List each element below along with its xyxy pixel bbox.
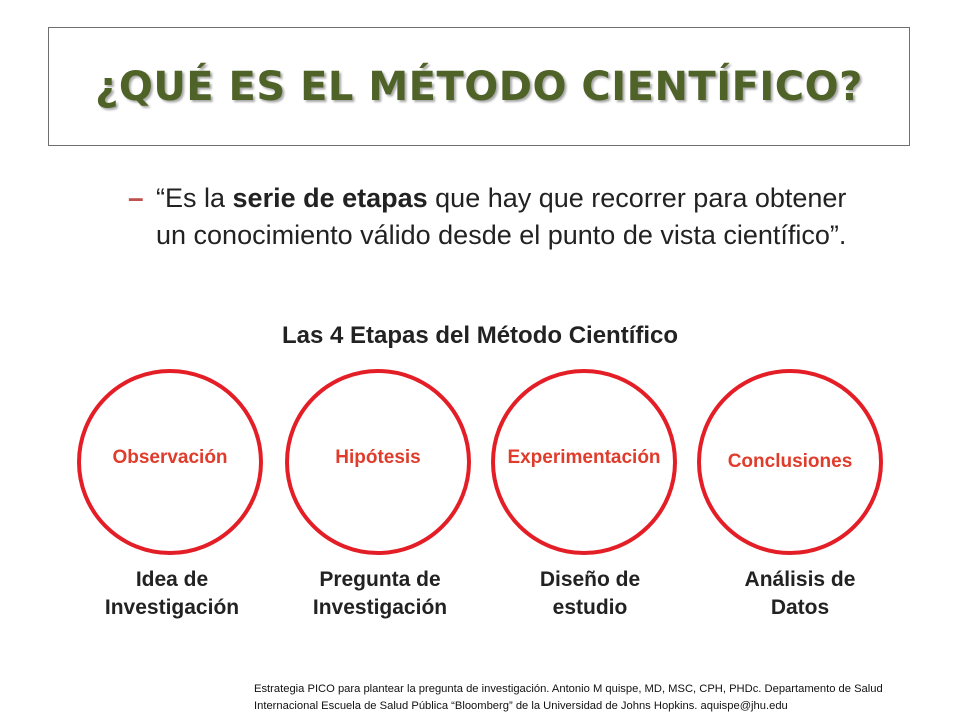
- stage-circle-conclusiones: [697, 369, 883, 555]
- stage-name-hipotesis: Hipótesis: [335, 447, 421, 468]
- stage-desc-experimentacion: Diseño de estudio: [539, 568, 641, 619]
- stage-name-conclusiones: Conclusiones: [727, 451, 853, 472]
- diagram-title: Las 4 Etapas del Método Científico: [281, 322, 679, 349]
- definition-bold: serie de etapas: [232, 183, 428, 213]
- definition-text: [156, 180, 856, 254]
- definition-part2: que hay que recorrer para obtener un conocimiento válido desde el punto de vista científico”.: [156, 183, 847, 250]
- stage-circle-observacion: [77, 369, 263, 555]
- stage-desc-hipotesis: Pregunta de Investigación: [312, 568, 448, 619]
- footer-citation: Estrategia PICO para plantear la pregunta de investigación. Antonio M quispe, MD, MSC, CPH, PHDc. Departamento de Salud Internacional Escuela de Salud Pública “Bloomberg” de la Universidad de Johns Hopkins. aquispe@jhu.edu: [254, 683, 883, 712]
- stage-name-observacion: Observación: [112, 447, 228, 468]
- definition-part1: “Es la: [156, 183, 233, 213]
- stage-desc-observacion: Idea de Investigación: [104, 568, 240, 619]
- slide-title: ¿QUÉ ES EL MÉTODO CIENTÍFICO?: [95, 63, 863, 110]
- stage-circle-hipotesis: [285, 369, 471, 555]
- stage-name-experimentacion: Experimentación: [507, 447, 661, 468]
- bullet-dash: –: [128, 182, 144, 213]
- stage-circle-experimentacion: [491, 369, 677, 555]
- stage-desc-conclusiones: Análisis de Datos: [744, 568, 856, 619]
- title-box: [48, 27, 910, 146]
